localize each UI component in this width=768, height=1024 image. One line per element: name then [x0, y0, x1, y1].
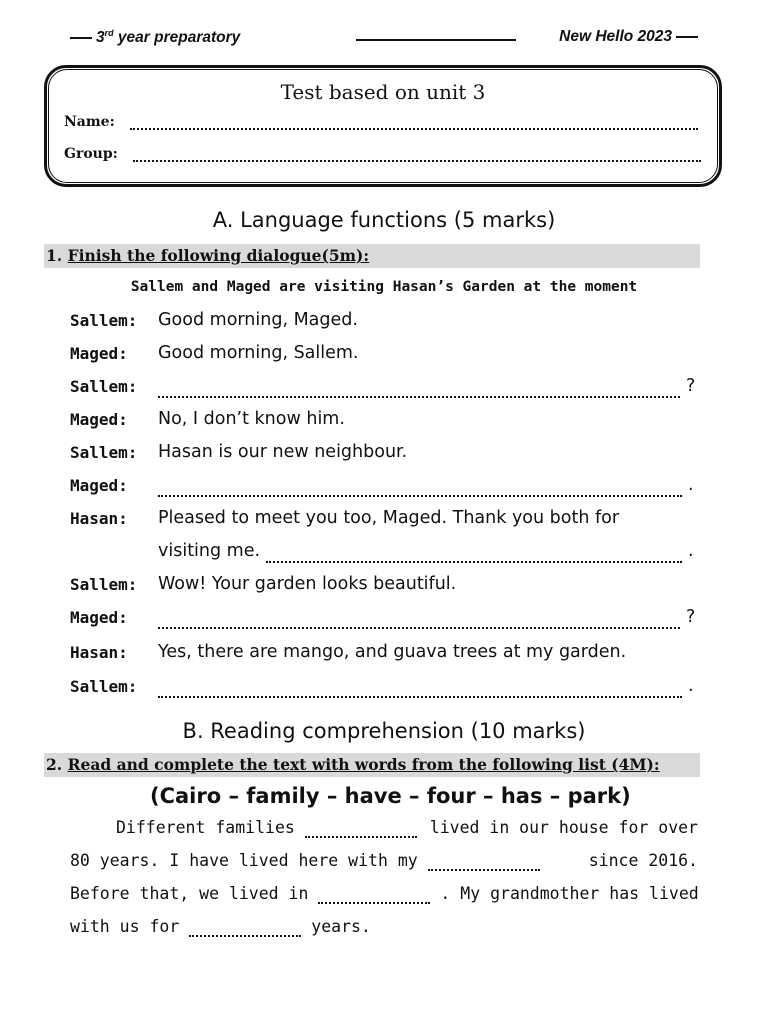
- line-end-mark: ?: [686, 607, 696, 627]
- dialogue-speaker: Sallem:: [70, 377, 138, 396]
- dialogue-line-text: Pleased to meet you too, Maged. Thank you both for: [158, 508, 620, 528]
- header-dash: [70, 37, 92, 39]
- dialogue-scene: Sallem and Maged are visiting Hasan’s Garden at the moment: [130, 279, 638, 295]
- dialogue-line-text: Yes, there are mango, and guava trees at my garden.: [158, 642, 627, 662]
- test-title: Test based on unit 3: [280, 80, 486, 104]
- question-1: [46, 246, 369, 265]
- header-grade: [70, 28, 240, 47]
- grade-text: year preparatory: [113, 29, 241, 47]
- answer-blank[interactable]: [318, 902, 430, 904]
- question-1-text: Finish the following dialogue(5m):: [67, 246, 370, 265]
- paragraph-text: 80 years. I have lived here with my: [70, 851, 418, 870]
- paragraph-text: years.: [311, 917, 371, 936]
- question-2-number: 2.: [46, 755, 63, 774]
- grade-suffix: rd: [104, 28, 114, 38]
- paragraph-text: with us for: [70, 917, 180, 936]
- paragraph-text: Different families: [116, 818, 295, 837]
- dialogue-line-text: Wow! Your garden looks beautiful.: [158, 574, 457, 594]
- dialogue-speaker: Sallem:: [70, 443, 138, 462]
- dialogue-speaker: Maged:: [70, 344, 128, 363]
- dialogue-speaker: Maged:: [70, 410, 128, 429]
- name-field-dots[interactable]: [130, 128, 698, 130]
- dialogue-line-text: Good morning, Maged.: [158, 310, 358, 330]
- dialogue-speaker: Maged:: [70, 608, 128, 627]
- dialogue-line-text: Hasan is our new neighbour.: [158, 442, 408, 462]
- header-book: [559, 28, 698, 46]
- question-2-text: Read and complete the text with words from the following list (4M):: [67, 755, 660, 774]
- group-label: Group:: [64, 146, 118, 162]
- dialogue-line-text: No, I don’t know him.: [158, 409, 345, 429]
- line-end-mark: ?: [686, 376, 696, 396]
- paragraph-text: Before that, we lived in: [70, 884, 309, 903]
- header-dash: [676, 36, 698, 38]
- dialogue-speaker: Hasan:: [70, 643, 128, 662]
- grade-number: 3: [96, 29, 105, 47]
- line-end-mark: .: [688, 676, 694, 696]
- paragraph-text: since 2016.: [588, 851, 698, 870]
- dialogue-speaker: Maged:: [70, 476, 128, 495]
- dialogue-speaker: Sallem:: [70, 311, 138, 330]
- answer-blank[interactable]: [158, 627, 680, 629]
- line-end-mark: .: [688, 475, 694, 495]
- line-end-mark: .: [688, 541, 694, 561]
- answer-blank[interactable]: [158, 495, 682, 497]
- book-title: New Hello 2023: [559, 28, 672, 45]
- dialogue-line-text: visiting me.: [158, 541, 261, 561]
- paragraph-text: lived in our house for over: [429, 818, 698, 837]
- header-rule: [356, 39, 516, 41]
- dialogue-speaker: Hasan:: [70, 509, 128, 528]
- paragraph-text: . My grandmother has lived: [440, 884, 699, 903]
- answer-blank[interactable]: [158, 396, 680, 398]
- answer-blank[interactable]: [305, 836, 417, 838]
- answer-blank[interactable]: [266, 561, 682, 563]
- dialogue-speaker: Sallem:: [70, 677, 138, 696]
- section-b-title: B. Reading comprehension (10 marks): [182, 719, 586, 743]
- group-field-dots[interactable]: [133, 160, 701, 162]
- dialogue-line-text: Good morning, Sallem.: [158, 343, 359, 363]
- dialogue-speaker: Sallem:: [70, 575, 138, 594]
- page-header: [70, 28, 698, 48]
- section-a-title: A. Language functions (5 marks): [212, 208, 556, 232]
- question-2: [46, 755, 660, 774]
- word-list: (Cairo – family – have – four – has – park): [150, 784, 631, 808]
- question-1-number: 1.: [46, 246, 63, 265]
- answer-blank[interactable]: [158, 696, 682, 698]
- name-label: Name:: [64, 114, 115, 130]
- answer-blank[interactable]: [189, 935, 301, 937]
- answer-blank[interactable]: [428, 869, 540, 871]
